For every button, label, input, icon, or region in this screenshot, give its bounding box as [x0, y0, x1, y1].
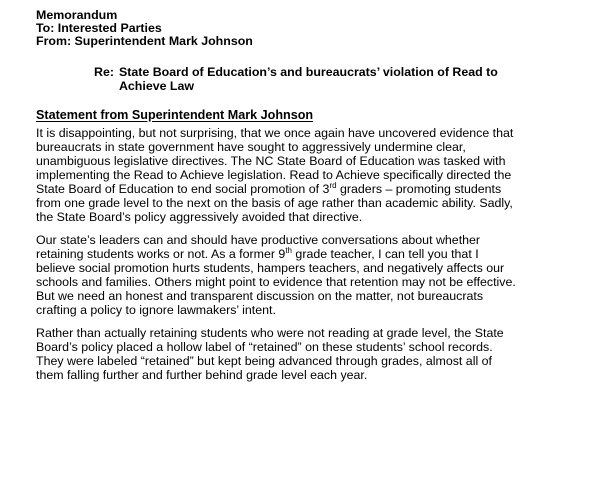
statement-paragraph-3	[36, 326, 571, 382]
statement-paragraph-2	[36, 233, 571, 317]
paragraph-line: them falling further and further behind grade level each year.	[36, 368, 368, 382]
memo-subject-line: Achieve Law	[118, 78, 195, 93]
memo-subject	[94, 66, 571, 93]
paragraph-line: Board’s policy placed a hollow label of “retained” on these students’ school records.	[36, 340, 493, 354]
ordinal-suffix: rd	[329, 180, 337, 190]
paragraph-line: the State Board’s policy aggressively avoided that directive.	[36, 210, 363, 224]
memo-type-label: Memorandum	[36, 8, 118, 22]
text-run: grade teacher, I can tell you that I	[291, 247, 479, 261]
paragraph-line: bureaucrats in state government have sought to aggressively undermine clear,	[36, 140, 466, 154]
memo-header	[36, 9, 571, 48]
memo-subject-text	[119, 66, 559, 93]
statement-paragraph-1	[36, 126, 571, 224]
paragraph-line: Our state’s leaders can and should have productive conversations about whether	[36, 233, 481, 247]
statement-heading: Statement from Superintendent Mark Johnson	[36, 108, 314, 122]
text-run: State Board of Education to end social promotion of 3	[36, 182, 330, 196]
paragraph-line: schools and families. Others might point to evidence that retention may not be effective.	[36, 275, 516, 289]
paragraph-line: implementing the Read to Achieve legislation. Read to Achieve specifically directed the	[36, 168, 512, 182]
memo-from-line: From: Superintendent Mark Johnson	[36, 34, 253, 48]
memo-subject-line: State Board of Education’s and bureaucrats’ violation of Read to	[118, 65, 498, 79]
paragraph-line: They were labeled “retained” but kept being advanced through grades, almost all of	[36, 354, 492, 368]
text-run: graders – promoting students	[336, 182, 502, 196]
ordinal-suffix: th	[285, 245, 292, 255]
paragraph-line: Rather than actually retaining students who were not reading at grade level, the State	[36, 326, 504, 340]
paragraph-line	[36, 182, 571, 196]
paragraph-line: from one grade level to the next on the basis of age rather than academic ability. Sadly,	[36, 196, 513, 210]
paragraph-line: unambiguous legislative directives. The NC State Board of Education was tasked with	[36, 154, 506, 168]
memo-to-line: To: Interested Parties	[36, 21, 162, 35]
paragraph-line: believe social promotion hurts students, hampers teachers, and negatively affects our	[36, 261, 505, 275]
paragraph-line: But we need an honest and transparent discussion on the matter, not bureaucrats	[36, 289, 484, 303]
memo-re-label: Re:	[94, 65, 114, 79]
paragraph-line: crafting a policy to ignore lawmakers’ intent.	[36, 303, 276, 317]
text-run: retaining students works or not. As a former 9	[36, 247, 286, 261]
paragraph-line: It is disappointing, but not surprising, that we once again have uncovered evidence that	[36, 126, 514, 140]
paragraph-line	[36, 247, 571, 261]
